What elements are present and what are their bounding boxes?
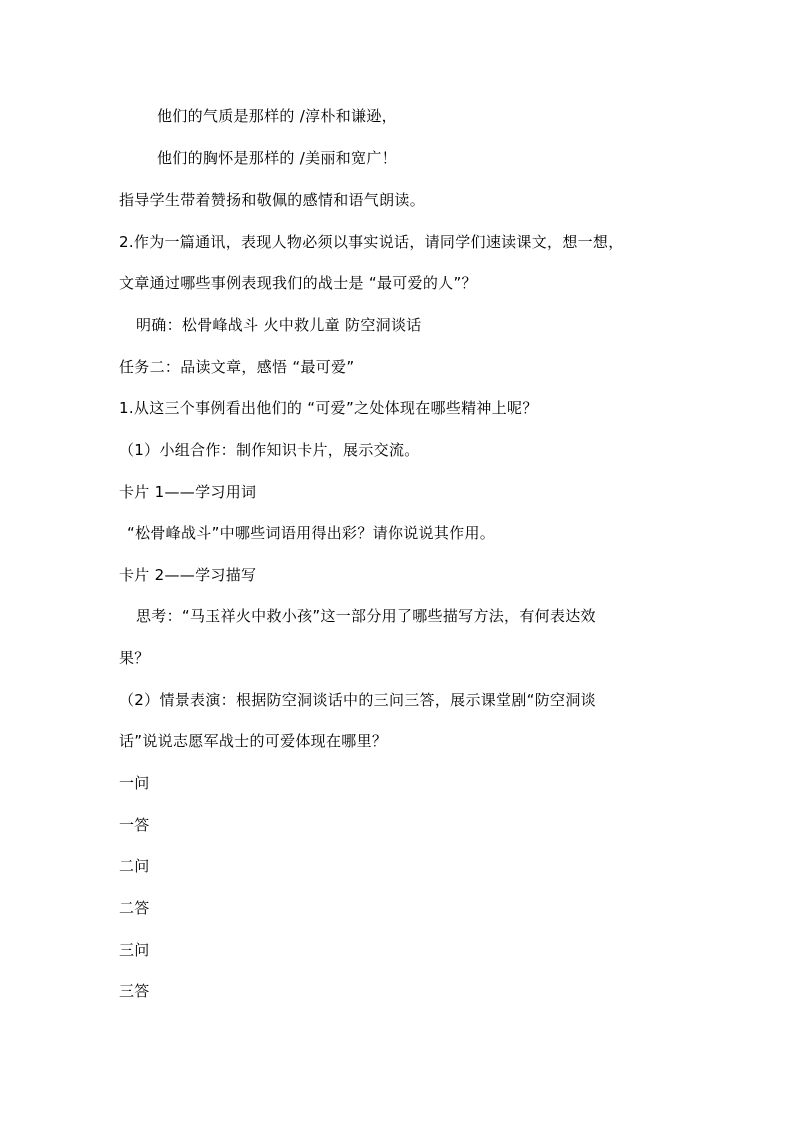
task-2-heading: 任务二：品读文章，感悟 “最可爱” [119, 358, 355, 376]
poem-line-1: 他们的气质是那样的 /淳朴和谦逊， [157, 107, 397, 125]
qa-item-2-answer: 二答 [119, 899, 150, 917]
role-play-line-2: 话”说说志愿军战士的可爱体现在哪里？ [119, 732, 388, 750]
answer-clarification: 明确：松骨峰战斗 火中救儿童 防空洞谈话 [136, 316, 422, 334]
question-1: 1.从这三个事例看出他们的 “可爱”之处体现在哪些精神上呢？ [119, 399, 538, 417]
role-play-line-1: （2）情景表演：根据防空洞谈话中的三问三答，展示课堂剧“防空洞谈 [119, 691, 596, 709]
question-2-line-1: 2.作为一篇通讯，表现人物必须以事实说话，请同学们速读课文，想一想， [119, 233, 624, 251]
card-2-question-line-1: 思考：“马玉祥火中救小孩”这一部分用了哪些描写方法，有何表达效 [136, 607, 596, 625]
poem-line-2: 他们的胸怀是那样的 /美丽和宽广！ [157, 149, 397, 167]
reading-instruction: 指导学生带着赞扬和敬佩的感情和语气朗读。 [119, 191, 426, 209]
qa-item-1-question: 一问 [119, 774, 150, 792]
qa-item-2-question: 二问 [119, 857, 150, 875]
card-2-title: 卡片 2——学习描写 [119, 566, 257, 584]
card-1-question: “松骨峰战斗”中哪些词语用得出彩？请你说说其作用。 [127, 524, 496, 542]
qa-item-3-answer: 三答 [119, 982, 150, 1000]
question-2-line-2: 文章通过哪些事例表现我们的战士是 “最可爱的人”？ [119, 274, 477, 292]
qa-item-3-question: 三问 [119, 941, 150, 959]
qa-item-1-answer: 一答 [119, 816, 150, 834]
group-activity: （1）小组合作：制作知识卡片，展示交流。 [119, 441, 420, 459]
card-1-title: 卡片 1——学习用词 [119, 483, 257, 501]
card-2-question-line-2: 果？ [119, 649, 150, 667]
